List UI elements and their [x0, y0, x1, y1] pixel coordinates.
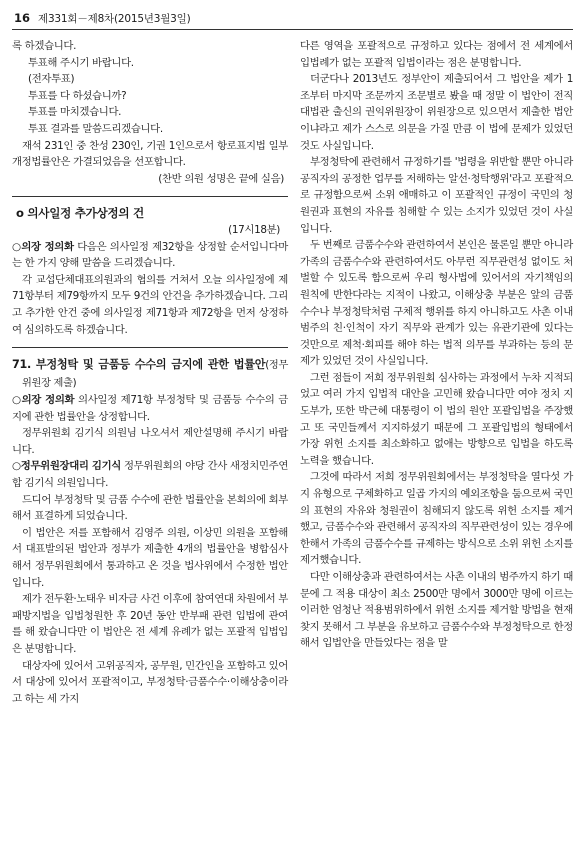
speech-text: 다음은 의사일정 제32항을 상정할 순서입니다마는 한 가지 양해 말씀을 드리겠습니다. [12, 240, 288, 270]
body-paragraph: 부정청탁에 관련해서 규정하기를 '법령을 위반할 뿐만 아니라 공직자의 공정한 업무를 저해하는 알선·청탁행위'라고 포괄적으로 규정함으로써 소위 애매하고 이 포괄적인 규정이 국민의 청원권과 표현의 자유를 침해할 수 있는 소지가 있었던 것이 사실입니다. [300, 156, 573, 235]
body-paragraph: 대상자에 있어서 고위공직자, 공무원, 민간인을 포함하고 있어서 대상에 있어서 포괄적이고, 부정청탁·금품수수·이해상충이라고 하는 세 가지 [12, 659, 288, 705]
body-paragraph: 두 번째로 금품수수와 관련하여서 본인은 물론일 뿐만 아니라 가족의 금품수수와 관련하여서도 아무런 직무관련성 없이도 처벌할 수 있도록 함으로써 우리 형사법에 있어서의 자기책임의 원칙에 반한다라는 지적이 나왔고, 이해상충 부분은 앞의 금품수수나 부정청탁처럼 구체적 행위를 하지 아니하고도 사촌 이내 범주의 친·인척이 자기 직무와 관계가 있는 유관기관에 있다는 것만으로 제척·회피를 해야 하는 법적 의무를 부과하는 등의 문제가 있었던 것이 사실입니다. [300, 239, 573, 368]
speaker-mark: ○ [12, 240, 22, 253]
agenda-item-name: 71. 부정청탁 및 금품등 수수의 금지에 관한 법률안 [12, 358, 266, 372]
page-number: 16 [14, 11, 31, 25]
speech-paragraph [12, 458, 288, 491]
section-divider [12, 196, 288, 197]
speaker-name: 의장 정의화 [21, 240, 74, 253]
page-header [12, 8, 573, 30]
right-column [300, 38, 573, 652]
section-divider [12, 347, 288, 348]
session-title: 제331회－제8차(2015년3월3일) [38, 13, 191, 25]
speech-paragraph [12, 392, 288, 425]
speech-text: 정무위원회의 야당 간사 새정치민주연합 김기식 의원입니다. [12, 460, 289, 490]
body-paragraph: 정무위원회 김기식 의원님 나오셔서 제안설명해 주시기 바랍니다. [12, 427, 288, 456]
body-paragraph: 이 법안은 저를 포함해서 김영주 의원, 이상민 의원을 포함해서 대표발의된 법안과 정부가 제출한 4개의 법률안을 병합심사해서 정무위원회에서 통과하고 온 것을 법사위에서 수정한 법안입니다. [12, 526, 288, 589]
body-paragraph: 그런 점들이 저희 정무위원회 심사하는 과정에서 누차 지적되었고 여러 가지 입법적 대안을 고민해 왔습니다만 여야 정치 지도부가, 또한 박근혜 대통령이 이 법의 원안 포괄입법을 주장했고 또 국민들께서 지지하셨기 때문에 그 포괄입법의 형태에서 가장 위헌 소지를 최소화하고 없애는 방향으로 입법을 하도록 노력을 했습니다. [300, 371, 573, 467]
body-text: 다른 영역을 포괄적으로 규정하고 있다는 점에서 전 세계에서 입법례가 없는 포괄적 입법이라는 점은 분명합니다. [300, 40, 573, 69]
body-paragraph: 재석 231인 중 찬성 230인, 기권 1인으로서 항로표지법 일부개정법률안은 가결되었음을 선포합니다. [12, 139, 288, 169]
speaker-name: 정무위원장대리 김기식 [20, 460, 121, 473]
body-paragraph: 드디어 부정청탁 및 금품 수수에 관한 법률안을 본회의에 회부해서 표결하게 되었습니다. [12, 493, 288, 523]
body-paragraph: 다만 이해상충과 관련하여서는 사촌 이내의 범주까지 하기 때문에 그 적용 대상이 최소 2500만 명에서 3000만 명에 이르는 이러한 엄청난 적용범위하에서 위헌 소지를 제거할 방법을 현재 찾지 못해서 그 부분을 유보하고 금품수수와 부정청탁으로 한정해서 입법안을 만들었다는 점을 말 [300, 571, 573, 650]
attendance-note: (찬반 의원 성명은 끝에 실음) [158, 172, 284, 185]
body-paragraph: 더군다나 2013년도 정부안이 제출되어서 그 법안을 제가 1조부터 마지막 조문까지 조문별로 봤을 때 정말 이 법안이 전직 대법관 출신의 권익위원장이 위원장으로 있으면서 제출한 법안이냐라고 제가 스스로 의문을 가질 만큼 이 법에 문제가 있었던 것도 사실입니다. [300, 73, 573, 152]
procedure-line: 투표 결과를 말씀드리겠습니다. [28, 122, 163, 135]
body-paragraph: 제가 전두환·노태우 비자금 사건 이후에 참여연대 차원에서 부패방지법을 입법청원한 후 20년 동안 반부패 관련 입법에 관여를 해 왔습니다만 이 법안은 전 세계 유례가 없는 포괄적 입법입은 분명합니다. [12, 593, 288, 655]
agenda-item-submitter: (정무위원장 제출) [22, 360, 288, 390]
agenda-item-title [12, 356, 288, 392]
procedure-line: 투표를 마치겠습니다. [28, 106, 122, 119]
speaker-name: 의장 정의화 [21, 394, 75, 407]
body-paragraph: 각 교섭단체대표의원과의 협의를 거쳐서 오늘 의사일정에 제71항부터 제79항까지 모두 9건의 안건을 추가하겠습니다. 그리고 추가한 안건 중에 의사일정 제71항과 제72항을 먼저 상정하여 심의하도록 하겠습니다. [12, 273, 288, 336]
body-text: 록 하겠습니다. [12, 40, 77, 52]
procedure-line: 투표해 주시기 바랍니다. [28, 56, 134, 69]
speech-paragraph [12, 239, 288, 272]
speaker-mark: ○ [12, 394, 22, 407]
speaker-mark: ○ [12, 460, 21, 473]
procedure-line: 투표를 다 하셨습니까? [28, 89, 127, 102]
body-paragraph: 그것에 따라서 저희 정무위원회에서는 부정청탁을 열다섯 가지 유형으로 구체화하고 일곱 가지의 예외조항을 둠으로써 국민의 표현의 자유와 청원권이 침해되지 않도록 위헌 소지를 제거했고, 금품수수와 관련해서 공직자의 직무관련성이 있는 경우에 한해서 가족의 금품수수를 규제하는 방식으로 소위 위헌 소지를 제거했습니다. [300, 471, 573, 567]
timestamp: (17시18분) [228, 223, 280, 236]
left-column [12, 38, 288, 707]
procedure-line: (전자투표) [28, 73, 75, 86]
section-title: o 의사일정 추가상정의 건 [16, 206, 144, 221]
speech-text: 의사일정 제71항 부정청탁 및 금품등 수수의 금지에 관한 법률안을 상정합니다. [12, 394, 288, 423]
